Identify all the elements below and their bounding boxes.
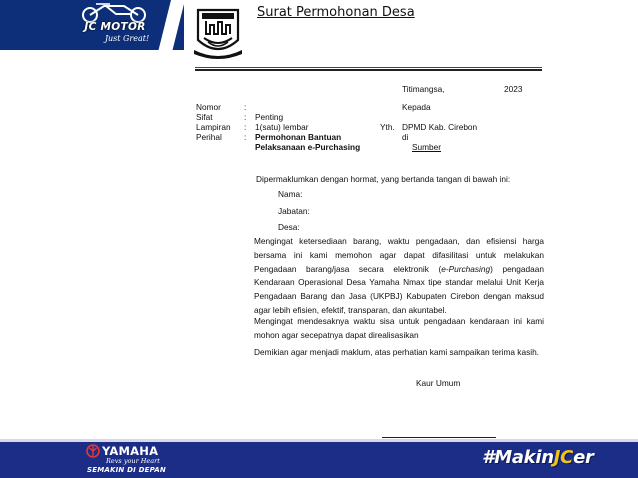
identity-position: Jabatan: (278, 206, 310, 216)
date-year: 2023 (504, 84, 523, 94)
recipient-addressee: DPMD Kab. Cirebon (402, 122, 478, 132)
identity-village: Desa: (278, 222, 300, 232)
hashtag-part1: #Makin (482, 447, 554, 468)
recipient-di: di (402, 132, 409, 142)
field-value-sifat: Penting (255, 112, 284, 122)
identity-name: Nama: (278, 189, 303, 199)
hashtag-jc: JC (553, 447, 574, 468)
field-value-lampiran: 1(satu) lembar (255, 122, 309, 132)
paragraph-urgency: Mengingat mendesaknya waktu sisa untuk pengadaan kendaraan ini kami mohon agar secepatnya dapat direalisasikan (254, 316, 544, 340)
field-label-nomor: Nomor (196, 102, 221, 112)
brand-tagline: Just Great! (104, 34, 150, 43)
header-divider-thick (195, 69, 542, 71)
recipient-place: Sumber (412, 142, 442, 152)
signature-title: Kaur Umum (416, 378, 461, 388)
field-sep: : (244, 132, 247, 142)
document-title: Surat Permohonan Desa (257, 5, 415, 20)
recipient-yth: Yth. (380, 122, 395, 132)
footer-tagline: SEMAKIN DI DEPAN (87, 466, 166, 474)
field-value-perihal-line2: Pelaksanaan e-Purchasing (255, 142, 361, 152)
footer-hashtag (482, 447, 594, 468)
paragraph-request-part2: ) pengadaan Kendaraan Operasional Desa Yamaha Nmax tipe standar melalui Unit Kerja Pengadaan Barang dan Jasa (UKPBJ) Kabupaten Cirebon dengan maksud agar lebih efisien, efektif, transparan, dan akuntabel. (254, 263, 544, 315)
greeting: Dipermaklumkan dengan hormat, yang bertanda tangan di bawah ini: (256, 174, 511, 184)
brand-name: JC MOTOR (84, 21, 146, 33)
field-value-perihal-line1: Permohonan Bantuan (255, 132, 342, 142)
footer-slogan: Revs your Heart (106, 457, 160, 465)
recipient-kepada: Kepada (402, 102, 431, 112)
field-label-perihal: Perihal (196, 132, 222, 142)
field-sep: : (244, 102, 247, 112)
paragraph-request-part1: Mengingat ketersediaan barang, waktu pengadaan, dan efisiensi harga bersama ini kami memohon agar dapat difasilitasi untuk melakukan Pengadaan barang/jasa secara elektronik ( (254, 236, 544, 274)
date-label: Titimangsa, (402, 84, 445, 94)
field-label-lampiran: Lampiran (196, 122, 231, 132)
field-label-sifat: Sifat (196, 112, 213, 122)
field-sep: : (244, 112, 247, 122)
paragraph-request (254, 235, 544, 318)
paragraph-closing: Demikian agar menjadi maklum, atas perhatian kami sampaikan terima kasih. (254, 347, 539, 357)
hashtag-part2: er (573, 447, 594, 468)
footer-brand: YAMAHA (102, 444, 159, 458)
regency-emblem-icon (192, 4, 244, 60)
signature-line (382, 437, 496, 438)
field-sep: : (244, 122, 247, 132)
yamaha-tuning-fork-icon (86, 444, 100, 458)
header-divider (195, 67, 542, 68)
paragraph-request-italic: e-Purchasing (441, 263, 491, 274)
